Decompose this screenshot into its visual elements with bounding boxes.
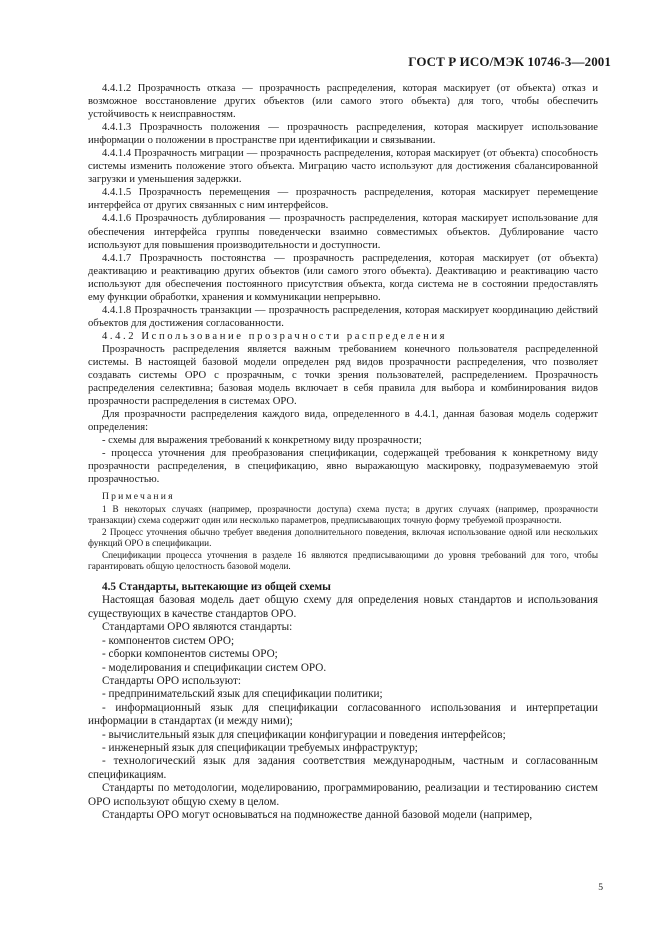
list-item: - сборки компонентов системы ОРО;: [102, 648, 278, 661]
paragraph-4-4-1-4: 4.4.1.4 Прозрачность миграции — прозрачность распределения, которая маскирует (от объекта) способность системы изменить положение этого объекта. Миграцию часто используют для достижения сбалансированной загрузки и уменьшения задержки.: [88, 148, 598, 186]
note-1: 1 В некоторых случаях (например, прозрачности доступа) схема пуста; в других случаях (например, прозрачности транзакции) схема содержит один или несколько параметров, предписывающих точную форму требуемой прозрачности.: [88, 503, 598, 526]
page-body: [88, 82, 598, 822]
document-header: ГОСТ Р ИСО/МЭК 10746-3—2001: [408, 54, 611, 69]
list-item: - вычислительный язык для спецификации конфигурации и поведения интерфейсов;: [102, 728, 506, 741]
paragraph-4-4-1-2: 4.4.1.2 Прозрачность отказа — прозрачность распределения, которая маскирует (от объекта) отказ и возможное восстановление других объектов (или самого этого объекта) для того, чтобы обеспечить устойчивость к неисправностям.: [88, 83, 598, 121]
list-item: - процесса уточнения для преобразования спецификации, содержащей требования к конкретному виду прозрачности распределения, в спецификацию, явно выражающую маскировку, подразумеваемую этой прозрачностью.: [88, 448, 598, 486]
section-4-4-2-paragraph: Прозрачность распределения является важным требованием конечного пользователя распределенной системы. В настоящей базовой модели определен ряд видов прозрачности распределения, что позволяет создавать системы ОРО с прозрачным, с точки зрения пользователей, распределением. Прозрачность распределения селективна; базовая модель включает в себя правила для выбора и комбинирования видов прозрачности распределения в системах ОРО.: [88, 343, 598, 408]
section-4-4-2-paragraph: Для прозрачности распределения каждого вида, определенного в 4.4.1, данная базовая модель содержит определения:: [88, 409, 598, 434]
list-item: - информационный язык для спецификации согласованного использования и интерпретации информации в стандартах (и между ними);: [88, 701, 598, 728]
methodology-paragraph: Стандарты по методологии, моделированию, программированию, реализации и тестированию систем ОРО используют общую схему в целом.: [88, 782, 598, 808]
standards-label: Стандартами ОРО являются стандарты:: [102, 621, 293, 634]
last-paragraph: Стандарты ОРО могут основываться на подмножестве данной базовой модели (например,: [102, 808, 533, 821]
list-item: - инженерный язык для спецификации требуемых инфраструктур;: [102, 741, 418, 754]
paragraph-4-4-1-7: 4.4.1.7 Прозрачность постоянства — прозрачность распределения, которая маскирует (от объекта) деактивацию и реактивацию других объектов (или самого этого объекта). Деактивацию и реактивацию часто используют для обеспечения постоянного присутствия объекта, когда система не в состоянии предоставлять ему функции обработки, хранения и коммуникации непрерывно.: [88, 252, 598, 303]
section-4-5: [88, 581, 598, 822]
uses-label: Стандарты ОРО используют:: [102, 674, 241, 687]
note-2: 2 Процесс уточнения обычно требует введения дополнительного поведения, включая использование одной или нескольких функций ОРО в спецификации.: [88, 526, 598, 549]
notes-title: Примечания: [102, 491, 175, 503]
page-number: 5: [598, 882, 603, 893]
paragraph-4-4-1-5: 4.4.1.5 Прозрачность перемещения — прозрачность распределения, которая маскирует перемещение интерфейса от других связанных с ним интерфейсов.: [88, 187, 598, 212]
list-item: - компонентов систем ОРО;: [102, 634, 235, 647]
section-4-5-intro: Настоящая базовая модель дает общую схему для определения новых стандартов и использования существующих в качестве стандартов ОРО.: [88, 594, 598, 620]
section-4-5-heading: 4.5 Стандарты, вытекающие из общей схемы: [102, 581, 331, 594]
list-item: - моделирования и спецификации систем ОРО.: [102, 661, 327, 674]
notes-followup: Спецификации процесса уточнения в разделе 16 являются предписывающими до уровня требований для того, чтобы гарантировать общую целостность базовой модели.: [88, 549, 598, 572]
paragraph-4-4-1-6: 4.4.1.6 Прозрачность дублирования — прозрачность распределения, которая маскирует использование для обеспечения интерфейса группы поведенчески взаимно совместимых объектов. Дублирование часто используют для повышения производительности и доступности.: [88, 213, 598, 251]
list-item: - предпринимательский язык для спецификации политики;: [102, 688, 383, 701]
section-4-4-2-heading: 4.4.2 Использование прозрачности распределения: [102, 330, 448, 342]
list-item: - схемы для выражения требований к конкретному виду прозрачности;: [102, 435, 422, 447]
paragraph-4-4-1-3: 4.4.1.3 Прозрачность положения — прозрачность распределения, которая маскирует использование информации о положении в пространстве при идентификации и связывании.: [88, 122, 598, 147]
paragraph-4-4-1-8: 4.4.1.8 Прозрачность транзакции — прозрачность распределения, которая маскирует координацию действий объектов для достижения согласованности.: [88, 304, 598, 329]
list-item: - технологический язык для задания соответствия международным, частным и согласованным спецификациям.: [88, 755, 598, 781]
